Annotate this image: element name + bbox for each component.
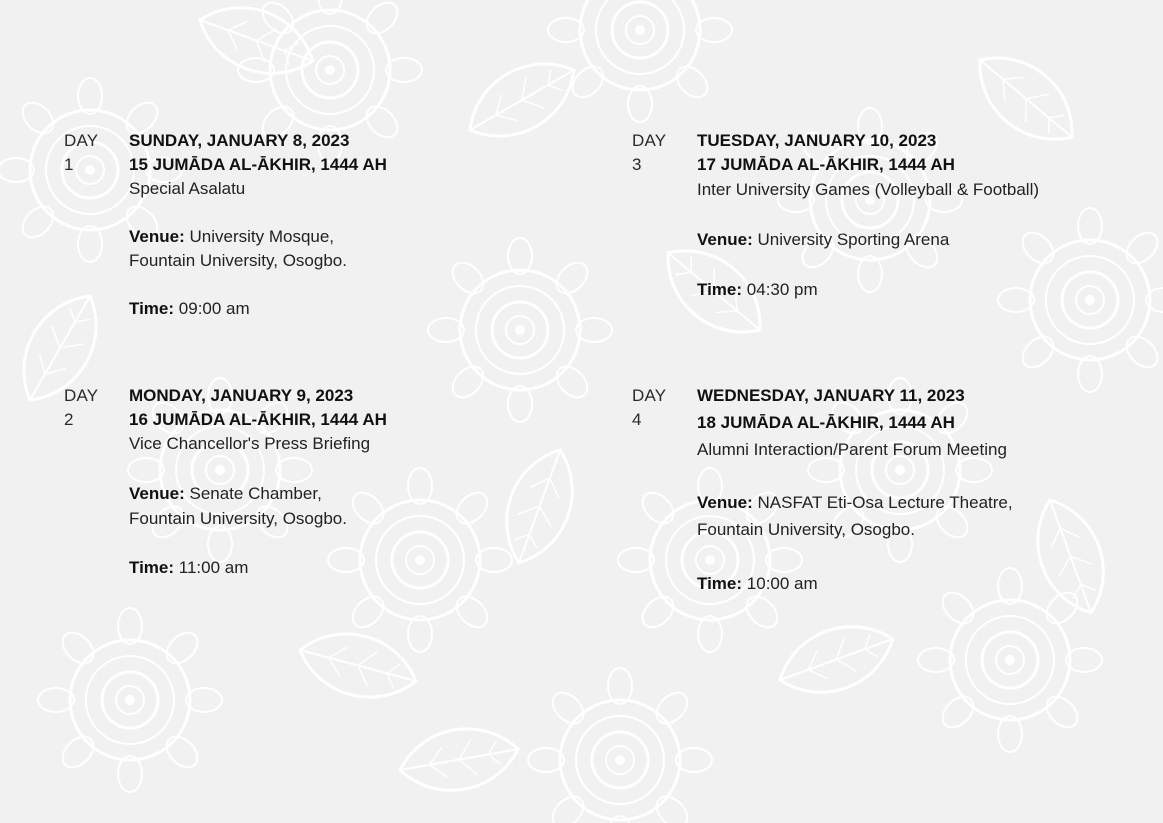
time-label: Time: [697,280,743,299]
event-title: Alumni Interaction/Parent Forum Meeting [697,440,1007,459]
time [697,278,1039,302]
time-value: 09:00 am [178,299,250,318]
gregorian-date: SUNDAY, JANUARY 8, 2023 [129,131,350,150]
venue-label: Venue: [129,484,185,503]
venue-line-1: University Mosque, [189,227,335,246]
venue-line-2: Fountain University, Osogbo. [129,251,347,270]
gregorian-date: WEDNESDAY, JANUARY 11, 2023 [697,386,965,405]
time-value: 10:00 am [746,574,818,593]
venue [697,491,1013,542]
hijri-date: 17 JUMĀDA AL-ĀKHIR, 1444 AH [697,155,955,174]
event-details [697,384,1013,596]
venue-label: Venue: [697,230,753,249]
gregorian-date: TUESDAY, JANUARY 10, 2023 [697,131,937,150]
day-label: DAY 2 [64,386,98,429]
event-title: Inter University Games (Volleyball & Football) [697,180,1040,199]
time-value: 11:00 am [178,558,249,577]
day-label: DAY 3 [632,131,666,174]
time [129,297,387,321]
event-details [129,129,387,321]
event-details [129,384,387,580]
venue-line-1: Senate Chamber, [189,484,322,503]
venue-label: Venue: [129,227,185,246]
venue-label: Venue: [697,493,753,512]
time-label: Time: [129,558,175,577]
time-label: Time: [129,299,175,318]
venue [129,225,387,273]
hijri-date: 15 JUMĀDA AL-ĀKHIR, 1444 AH [129,155,387,174]
day-label: DAY 4 [632,386,666,429]
event-title: Special Asalatu [129,179,246,198]
gregorian-date: MONDAY, JANUARY 9, 2023 [129,386,354,405]
venue [129,482,387,531]
time-label: Time: [697,574,743,593]
venue-line-2: Fountain University, Osogbo. [129,509,347,528]
event-title: Vice Chancellor's Press Briefing [129,434,371,453]
venue-line-1: NASFAT Eti-Osa Lecture Theatre, [757,493,1013,512]
venue-line-2: Fountain University, Osogbo. [697,520,915,539]
time-value: 04:30 pm [746,280,818,299]
time [697,572,1013,596]
venue-line-1: University Sporting Arena [757,230,950,249]
hijri-date: 18 JUMĀDA AL-ĀKHIR, 1444 AH [697,413,955,432]
hijri-date: 16 JUMĀDA AL-ĀKHIR, 1444 AH [129,410,387,429]
day-label: DAY 1 [64,131,98,174]
time [129,556,387,580]
event-details [697,129,1039,302]
venue [697,228,1039,252]
